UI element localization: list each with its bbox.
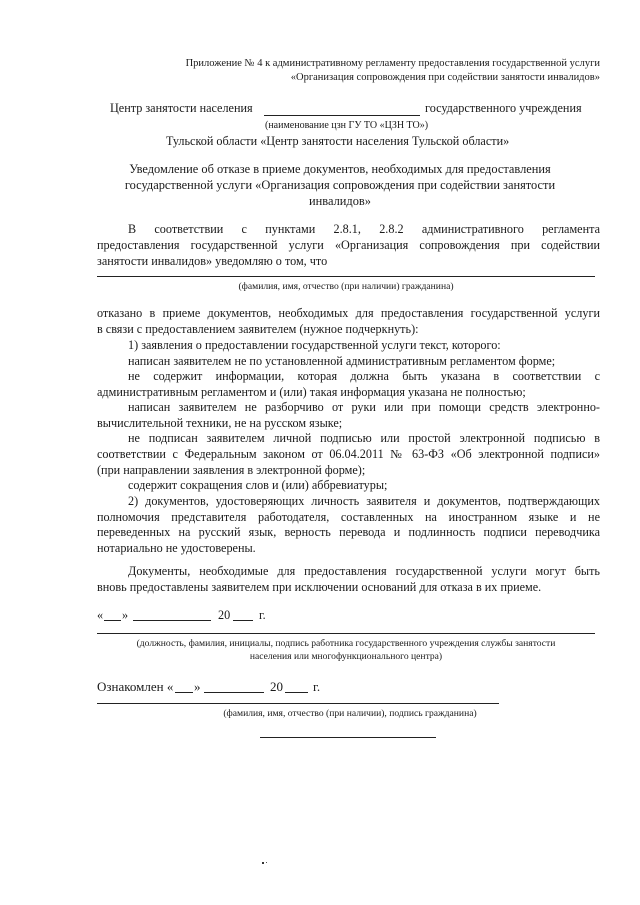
date-year-prefix: 20: [218, 608, 231, 622]
body-line10: соответствии с Федеральным законом от 06.04.2011 № 63-ФЗ «Об электронной подписи»: [97, 447, 600, 461]
appendix-header-line2: «Организация сопровождения при содействии занятости инвалидов»: [290, 72, 600, 83]
acquainted-close-quote: »: [194, 679, 201, 694]
signature-caption-line2: населения или многофункционального центра): [249, 651, 443, 662]
acquainted-year-blank: [285, 692, 308, 693]
body-line7: написан заявителем не разборчиво от руки или при помощи средств электронно-: [128, 400, 600, 414]
org-suffix: государственного учреждения: [425, 101, 582, 115]
body-line12: содержит сокращения слов и (или) аббревиатуры;: [128, 478, 388, 492]
date-close-quote: »: [122, 608, 129, 622]
citizen-signature-caption: (фамилия, имя, отчество (при наличии), подпись гражданина): [223, 708, 477, 719]
body-line9: не подписан заявителем личной подписью или простой электронной подписью в: [128, 431, 600, 445]
notice-title-line3: инвалидов»: [309, 194, 371, 208]
body-line8: вычислительной техники, не на русском языке;: [97, 416, 343, 430]
closing-line2: вновь предоставлены заявителем при исключении оснований для отказа в их приеме.: [97, 580, 542, 594]
date-open-quote: «: [97, 608, 104, 622]
citizen-name-caption: (фамилия, имя, отчество (при наличии) гражданина): [238, 281, 454, 292]
intro-line3: занятости инвалидов» уведомляю о том, что: [97, 254, 328, 268]
notice-title-line2: государственной услуги «Организация сопровождения при содействии занятости: [124, 178, 556, 192]
body-line13: 2) документов, удостоверяющих личность заявителя и документов, подтверждающих: [128, 494, 600, 508]
date-year-blank: [233, 620, 253, 621]
body-line16: нотариально не удостоверены.: [97, 541, 256, 555]
closing-line1: Документы, необходимые для предоставления государственной услуги могут быть: [128, 564, 600, 578]
date-month-blank: [133, 620, 211, 621]
citizen-signature-blank: [97, 703, 499, 704]
body-line3: 1) заявления о предоставлении государственной услуги текст, которого:: [128, 338, 501, 352]
body-line4: написан заявителем не по установленной административным регламентом форме;: [128, 354, 556, 368]
intro-line2: предоставления государственной услуги «Организация сопровождения при содействии: [97, 238, 600, 252]
body-line1: отказано в приеме документов, необходимых для предоставления государственной услуги: [97, 306, 600, 320]
org-line2: Тульской области «Центр занятости населения Тульской области»: [166, 134, 510, 148]
appendix-header-line1: Приложение № 4 к административному регламенту предоставления государственной услуги: [185, 58, 600, 69]
org-prefix: Центр занятости населения: [110, 101, 253, 115]
body-line15: переведенных на русский язык, верность перевода и подлинность подписи переводчика: [97, 525, 600, 539]
extra-signature-line: [260, 737, 436, 738]
citizen-name-blank: [97, 276, 595, 277]
signature-blank: [97, 633, 595, 634]
body-line6: административным регламентом и (или) такая информация указана не полностью;: [97, 385, 526, 399]
body-line11: (при направлении заявления в электронной форме);: [97, 463, 366, 477]
org-name-blank: [264, 115, 420, 116]
acquainted-year-suffix: г.: [313, 679, 321, 694]
scan-dot: [262, 862, 264, 864]
org-caption: (наименование цзн ГУ ТО «ЦЗН ТО»): [265, 120, 429, 131]
notice-title-line1: Уведомление об отказе в приеме документов, необходимых для предоставления: [129, 162, 551, 176]
acquainted-label: Ознакомлен «: [97, 679, 174, 694]
intro-line1: В соответствии с пунктами 2.8.1, 2.8.2 административного регламента: [128, 222, 600, 236]
acquainted-year-prefix: 20: [270, 679, 283, 694]
date-day-blank: [104, 620, 121, 621]
scan-dot: [266, 862, 267, 863]
body-line5: не содержит информации, которая должна быть указана в соответствии с: [128, 369, 600, 383]
body-line2: в связи с предоставлением заявителем (нужное подчеркнуть):: [97, 322, 419, 336]
acquainted-month-blank: [204, 692, 264, 693]
date-year-suffix: г.: [259, 608, 266, 622]
body-line14: полномочия представителя работодателя, составленных на иностранном языке и не: [97, 510, 600, 524]
acquainted-day-blank: [175, 692, 193, 693]
signature-caption-line1: (должность, фамилия, инициалы, подпись работника государственного учреждения службы занятости: [136, 638, 556, 649]
